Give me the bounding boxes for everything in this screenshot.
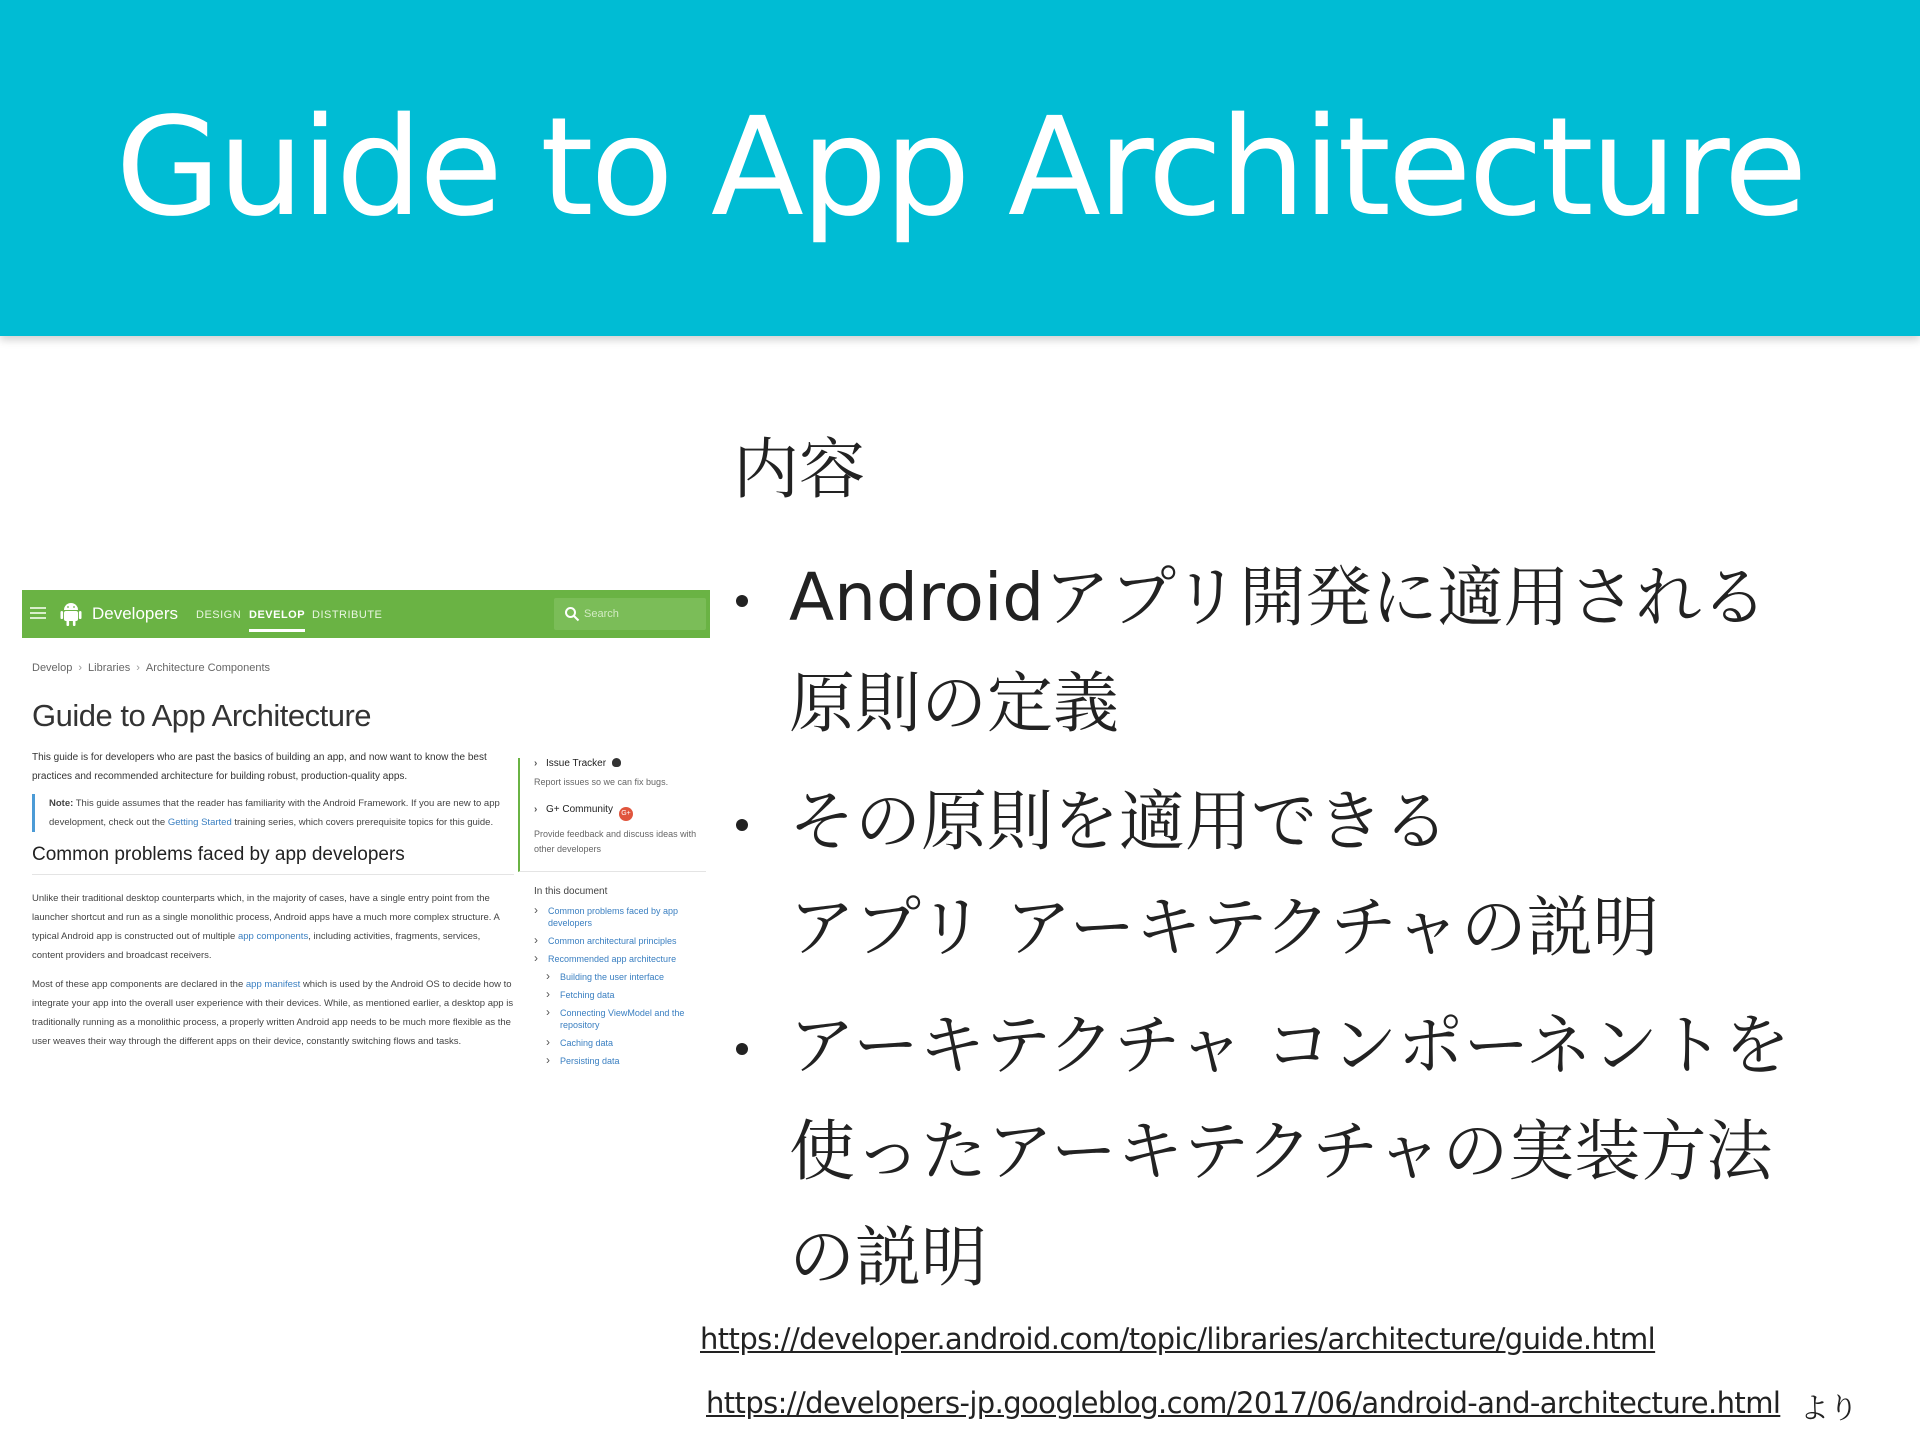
table-of-contents (518, 872, 706, 1067)
slide-title: Guide to App Architecture (115, 89, 1805, 247)
title-banner (0, 0, 1920, 336)
toc-item[interactable]: › Common architectural principles (534, 935, 706, 947)
para1-text-end: , including activities, fragments, services, content providers and broadcast receivers. (32, 931, 481, 961)
article-sidebar (518, 748, 706, 1073)
issue-tracker-desc: Report issues so we can fix bugs. (534, 777, 669, 787)
app-manifest-link[interactable]: app manifest (245, 979, 301, 990)
toc-item[interactable]: › Recommended app architecture (534, 953, 706, 965)
page-title: Guide to App Architecture (32, 698, 372, 733)
note-box (32, 794, 514, 832)
breadcrumb-libraries[interactable]: Libraries (88, 662, 131, 674)
para1-text: Unlike their traditional desktop counterparts which, in the majority of cases, have a single entry point from the launcher shortcut and run as a single monolithic process, Android apps have a much more complex structure. A typical Android app is constructed out of multiple (32, 893, 500, 942)
breadcrumb: Develop › Libraries › Architecture Components (32, 662, 271, 674)
note-text-2: training series, which covers prerequisite topics for this guide. (234, 817, 494, 828)
issue-tracker-label: Issue Tracker (546, 758, 607, 769)
site-search[interactable] (554, 598, 706, 630)
intro-paragraph: This guide is for developers who are past the basics of building an app, and now want to know the best practices and recommended architecture for building robust, production-quality apps. (32, 752, 487, 782)
toc-item[interactable]: › Persisting data (546, 1055, 706, 1067)
bullet-item (733, 545, 1913, 757)
site-topbar (22, 590, 710, 638)
nav-tab-design[interactable]: DESIGN (196, 609, 242, 621)
search-icon (564, 606, 580, 622)
breadcrumb-develop[interactable]: Develop (32, 662, 73, 674)
content-heading: 内容 (733, 431, 865, 508)
toc-item[interactable]: › Fetching data (546, 989, 706, 1001)
toc-item[interactable]: › Caching data (546, 1037, 706, 1049)
community-desc: Provide feedback and discuss ideas with other developers (534, 829, 697, 854)
breadcrumb-architecture-components[interactable]: Architecture Components (145, 662, 271, 674)
bullet-line: アーキテクチャ コンポーネントを (789, 1007, 1791, 1084)
nav-tab-distribute[interactable]: DISTRIBUTE (312, 609, 383, 621)
toc-title: In this document (534, 886, 608, 897)
android-icon (60, 601, 82, 627)
chevron-right-icon: › (534, 758, 538, 769)
support-box (518, 758, 706, 872)
source-link-android-guide[interactable]: https://developer.android.com/topic/libraries/architecture/guide.html (700, 1322, 1656, 1356)
body-paragraph-1 (32, 889, 514, 965)
bullet-line: 原則の定義 (789, 665, 1119, 742)
search-input[interactable] (584, 604, 700, 624)
source-suffix: より (1800, 1391, 1859, 1425)
bug-icon (612, 758, 621, 767)
getting-started-link[interactable]: Getting Started (167, 817, 232, 828)
google-plus-icon: G+ (619, 807, 633, 821)
issue-tracker-link[interactable] (534, 758, 706, 769)
toc-item[interactable]: › Common problems faced by app developers (534, 905, 706, 929)
app-components-link[interactable]: app components (237, 931, 309, 942)
note-label: Note: (49, 798, 74, 809)
content-bullets (733, 545, 1913, 1323)
chevron-right-icon: › (534, 804, 538, 815)
bullet-line: の説明 (789, 1219, 987, 1296)
toc-item[interactable]: › Building the user interface (546, 971, 706, 983)
embedded-screenshot (22, 590, 710, 1124)
para2-text-end: which is used by the Android OS to decide how to integrate your app into the overall user experience with their devices. While, as mentioned earlier, a desktop app is traditionally running as a monolithic process, a properly written Android app needs to be much more flexible as the user weaves their way through the different apps on their device, constantly switching flows and tasks. (32, 979, 514, 1047)
toc-item[interactable]: › Connecting ViewModel and the repository (546, 1007, 706, 1031)
community-label: G+ Community (546, 804, 613, 815)
community-link[interactable] (534, 804, 706, 821)
menu-icon[interactable] (30, 607, 46, 619)
article-body (32, 748, 514, 1061)
site-brand[interactable]: Developers (92, 604, 178, 623)
para2-text: Most of these app components are declared in the (32, 979, 244, 990)
nav-tab-develop[interactable]: DEVELOP (249, 609, 306, 621)
bullet-line: 使ったアーキテクチャの実装方法 (789, 1113, 1773, 1190)
bullet-line: その原則を適用できる (789, 783, 1449, 860)
note-text-1: This guide assumes that the reader has familiarity with the Android Framework. If you are new to app development, check out the (49, 798, 500, 828)
bullet-line: アプリ アーキテクチャの説明 (789, 889, 1659, 966)
body-paragraph-2 (32, 975, 514, 1051)
bullet-item (733, 769, 1913, 981)
source-link-googleblog[interactable]: https://developers-jp.googleblog.com/2017/06/android-and-architecture.html (706, 1386, 1781, 1420)
section-heading: Common problems faced by app developers (32, 844, 514, 875)
bullet-line: Androidアプリ開発に適用される (789, 559, 1768, 636)
bullet-item (733, 993, 1913, 1311)
